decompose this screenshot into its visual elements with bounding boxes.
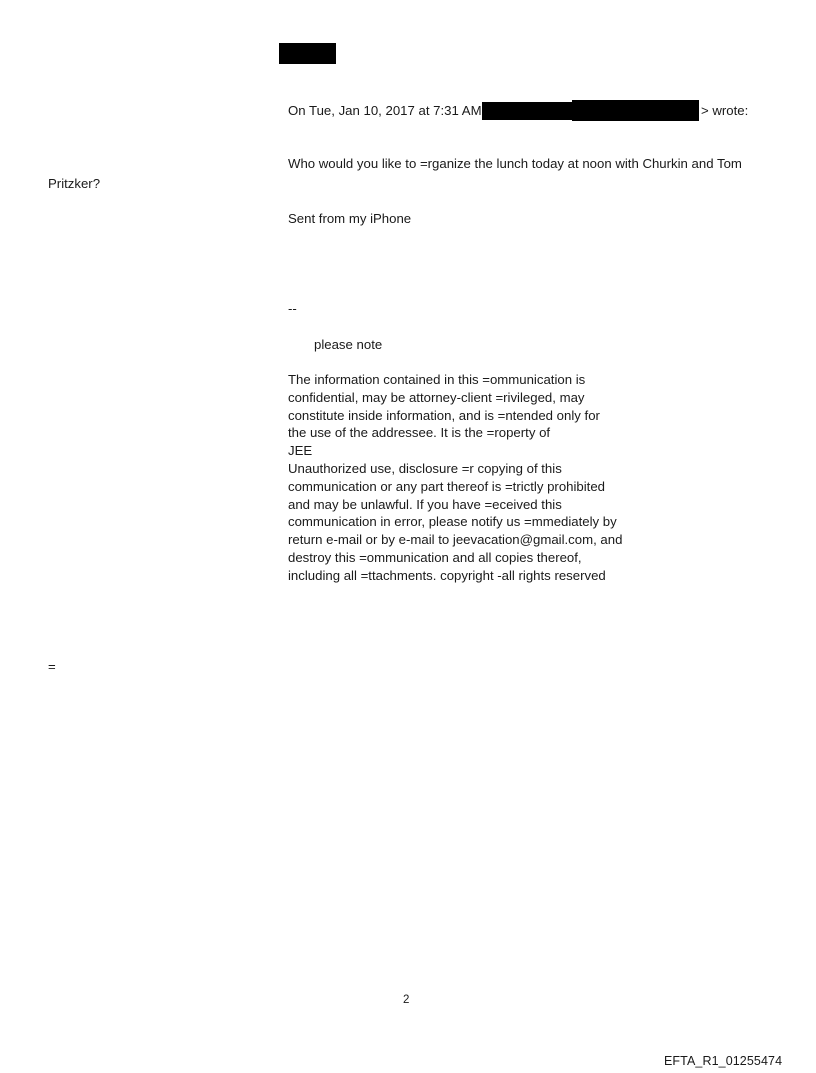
disclaimer-line: confidential, may be attorney-client =rivileged, may — [288, 389, 585, 405]
page-number: 2 — [403, 994, 410, 1006]
disclaimer-line: communication in error, please notify us =mmediately by — [288, 514, 617, 530]
disclaimer-block — [288, 371, 622, 585]
disclaimer-line: The information contained in this =ommunication is — [288, 372, 586, 387]
redaction-sender-email — [572, 100, 699, 121]
disclaimer-line: return e-mail or by e-mail to jeevacation@gmail.com, and — [288, 532, 623, 548]
disclaimer-line: communication or any part thereof is =trictly prohibited — [288, 478, 606, 494]
disclaimer-line: JEE — [288, 443, 313, 459]
disclaimer-line: Unauthorized use, disclosure =r copying of this — [288, 460, 562, 476]
email-body-line-1: Who would you like to =rganize the lunch today at noon with Churkin and Tom — [288, 156, 742, 171]
email-header-suffix: > wrote: — [701, 103, 749, 118]
email-signature: Sent from my iPhone — [288, 211, 412, 226]
bates-identifier: EFTA_R1_01255474 — [664, 1054, 783, 1068]
disclaimer-line: constitute inside information, and is =ntended only for — [288, 407, 600, 423]
email-header-prefix: On Tue, Jan 10, 2017 at 7:31 AM — [288, 103, 482, 118]
signature-separator: -- — [288, 301, 297, 316]
disclaimer-line: and may be unlawful. If you have =eceived this — [288, 496, 562, 512]
disclaimer-line: destroy this =ommunication and all copies thereof, — [288, 549, 582, 565]
email-body-line-2: Pritzker? — [48, 176, 101, 191]
disclaimer-line: including all =ttachments. copyright -all rights reserved — [288, 567, 606, 583]
redaction-sender-name — [482, 102, 572, 120]
redaction-top-block — [279, 43, 336, 64]
trailing-equals: = — [48, 659, 56, 674]
disclaimer-line: the use of the addressee. It is the =roperty of — [288, 425, 551, 441]
note-heading: please note — [314, 337, 383, 352]
